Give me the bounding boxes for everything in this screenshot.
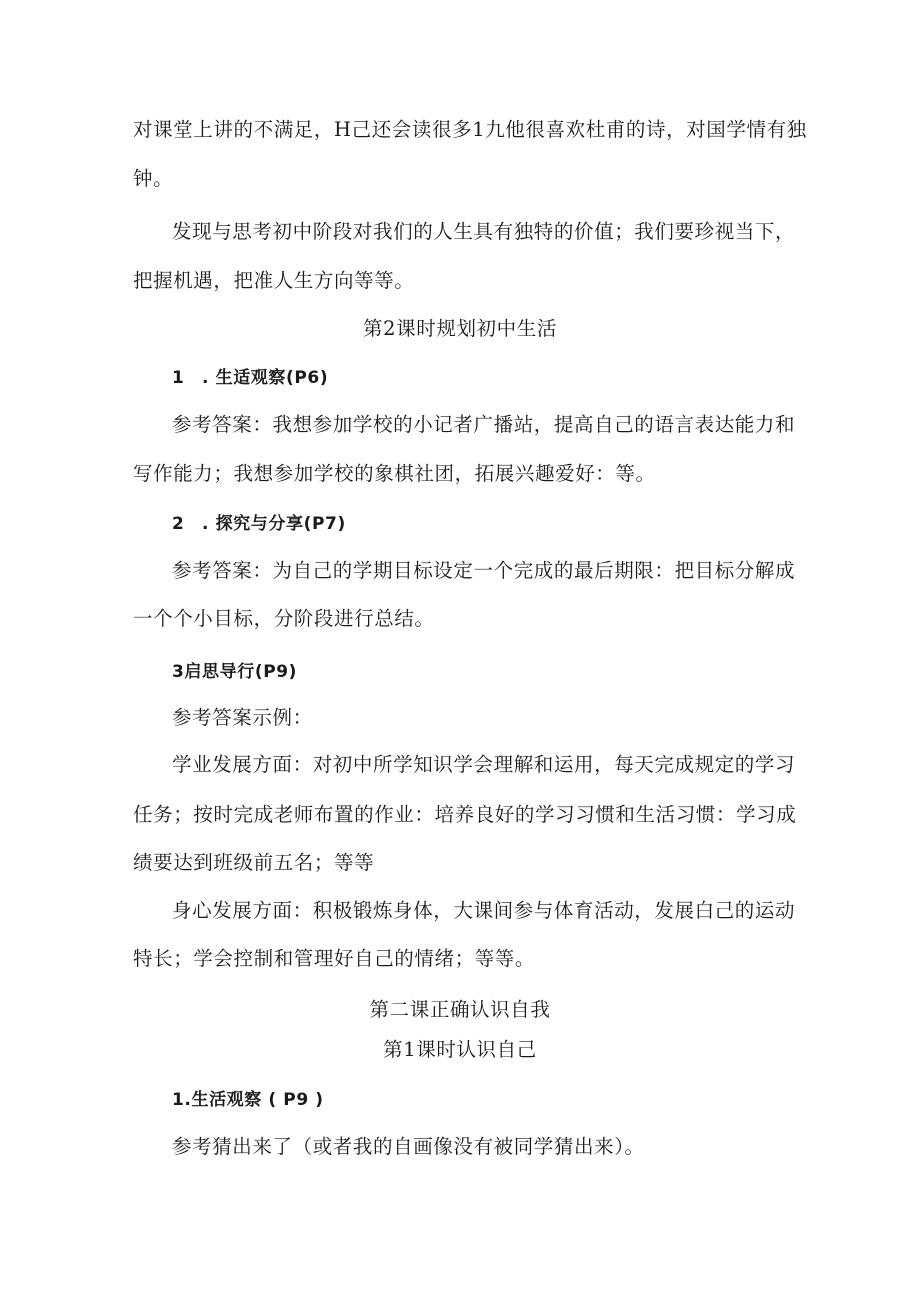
item-heading-3: 3启思导行(P9) [172, 662, 298, 682]
answer-intro: 参考答案示例： [172, 706, 313, 729]
answer-line-2: 写作能力；我想参加学校的象棋社团，拓展兴趣爱好：等。 [133, 462, 656, 485]
paragraph-line-3: 发现与思考初中阶段对我们的人生具有独特的价值；我们要珍视当下， [172, 220, 796, 243]
answer-line-7: 绩要达到班级前五名；等等 [133, 851, 375, 874]
item-heading-4: 1.生活观察 ( P9 ) [172, 1090, 324, 1110]
answer-line-1: 参考答案：我想参加学校的小记者广播站，提高自己的语言表达能力和 [172, 413, 796, 436]
item-heading-2: 2 . 探究与分享(P7) [172, 514, 346, 534]
answer-line-3: 参考答案：为自己的学期目标设定一个完成的最后期限：把目标分解成 [172, 559, 796, 582]
answer-line-10: 参考猜出来了（或者我的自画像没有被同学猜出来）。 [172, 1135, 645, 1158]
answer-line-5: 学业发展方面：对初中所学知识学会理解和运用，每天完成规定的学习 [172, 753, 796, 776]
item-heading-1: 1 . 生适观察(P6) [172, 368, 329, 388]
answer-line-6: 任务；按时完成老师布置的作业：培养良好的学习习惯和生活习惯：学习成 [133, 803, 797, 826]
answer-line-8: 身心发展方面：积极锻炼身体，大课间参与体育活动，发展白己的运动 [172, 899, 796, 922]
chapter-title: 第二课正确认识自我 [369, 998, 551, 1021]
paragraph-line-4: 把握机遇，把准人生方向等等。 [133, 269, 415, 292]
paragraph-line-1: 对课堂上讲的不满足，H己还会读很多1九他很喜欢杜甫的诗，对国学情有独 [133, 118, 807, 141]
answer-line-4: 一个个小目标，分阶段进行总结。 [133, 607, 435, 630]
answer-line-9: 特长；学会控制和管理好自己的情绪；等等。 [133, 947, 536, 970]
section-title-lesson-1: 第1课时认识自己 [383, 1038, 537, 1061]
paragraph-line-2: 钟。 [133, 167, 174, 190]
section-title-lesson-2: 第2课时规划初中生活 [363, 317, 557, 340]
